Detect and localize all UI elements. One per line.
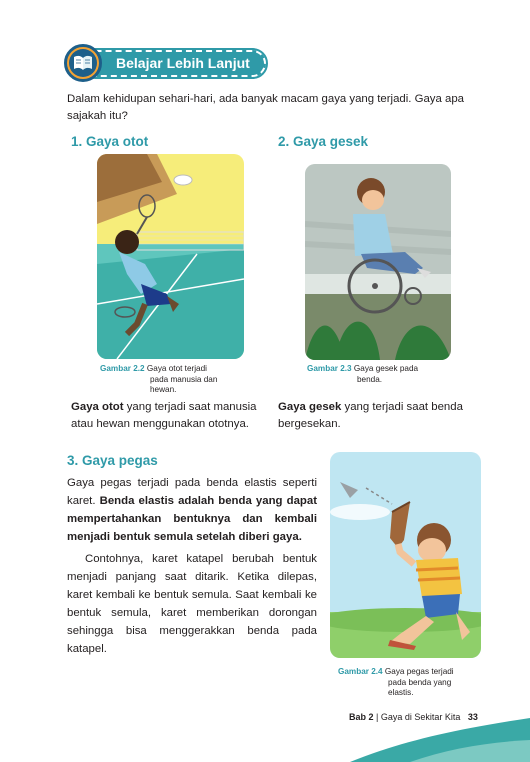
caption-figure-2-2	[100, 364, 250, 396]
caption-line: hewan.	[150, 385, 177, 394]
slingshot-boy-image	[330, 452, 481, 658]
para-text: Gaya pegas terjadi pada benda elastis seperti karet.	[67, 477, 317, 507]
caption-figure-2-3	[307, 364, 457, 385]
paragraph	[67, 474, 317, 546]
caption-line: Gaya gesek pada	[353, 364, 419, 373]
caption-line: pada benda yang	[388, 677, 452, 687]
banner-title: Belajar Lebih Lanjut	[116, 55, 250, 71]
caption-line: benda.	[357, 374, 383, 384]
para-bold: Benda elastis adalah benda yang dapat mempertahankan bentuknya dan kembali menjadi bentuk semula setelah diberi gaya.	[67, 495, 317, 543]
caption-label: Gambar 2.3	[307, 364, 352, 373]
caption-label: Gambar 2.4	[338, 667, 383, 676]
footer-separator: |	[373, 712, 381, 722]
paragraph: Contohnya, karet katapel berubah bentuk menjadi panjang saat ditarik. Ketika dilepas, karet kembali ke bentuk semula. Saat kembali ke bentuk semula, karet memberikan dorongan sehingga bisa menggerakkan benda pada katapel.	[67, 553, 317, 655]
page-number: 33	[467, 712, 478, 722]
section-banner	[64, 44, 268, 82]
desc-text: yang terjadi saat manusia atau hewan menggunakan ototnya.	[71, 401, 257, 430]
caption-line: pada manusia dan	[150, 374, 218, 384]
open-book-icon	[64, 44, 102, 82]
desc-bold: Gaya gesek	[278, 401, 342, 413]
intro-text: Dalam kehidupan sehari-hari, ada banyak macam gaya yang terjadi. Gaya apa sajakah itu?	[67, 93, 465, 122]
caption-line: Gaya otot terjadi	[146, 364, 207, 373]
body-gaya-pegas	[67, 474, 317, 658]
footer-title: Gaya di Sekitar Kita	[380, 712, 461, 722]
badminton-player-image	[97, 154, 244, 359]
desc-text: yang terjadi saat benda bergesekan.	[278, 401, 463, 430]
caption-line: Gaya pegas terjadi	[384, 667, 454, 676]
heading-gaya-pegas: 3. Gaya pegas	[67, 453, 158, 468]
desc-bold: Gaya otot	[71, 401, 124, 413]
desc-gaya-gesek	[278, 399, 478, 433]
heading-gaya-gesek: 2. Gaya gesek	[278, 134, 369, 149]
caption-label: Gambar 2.2	[100, 364, 145, 373]
footer-chapter: Bab 2	[349, 712, 374, 722]
heading-gaya-otot: 1. Gaya otot	[71, 134, 149, 149]
caption-figure-2-4	[338, 667, 488, 699]
page-footer	[349, 712, 478, 722]
wheelchair-boy-image	[305, 164, 451, 360]
caption-line: elastis.	[388, 688, 414, 697]
desc-gaya-otot	[71, 399, 267, 433]
